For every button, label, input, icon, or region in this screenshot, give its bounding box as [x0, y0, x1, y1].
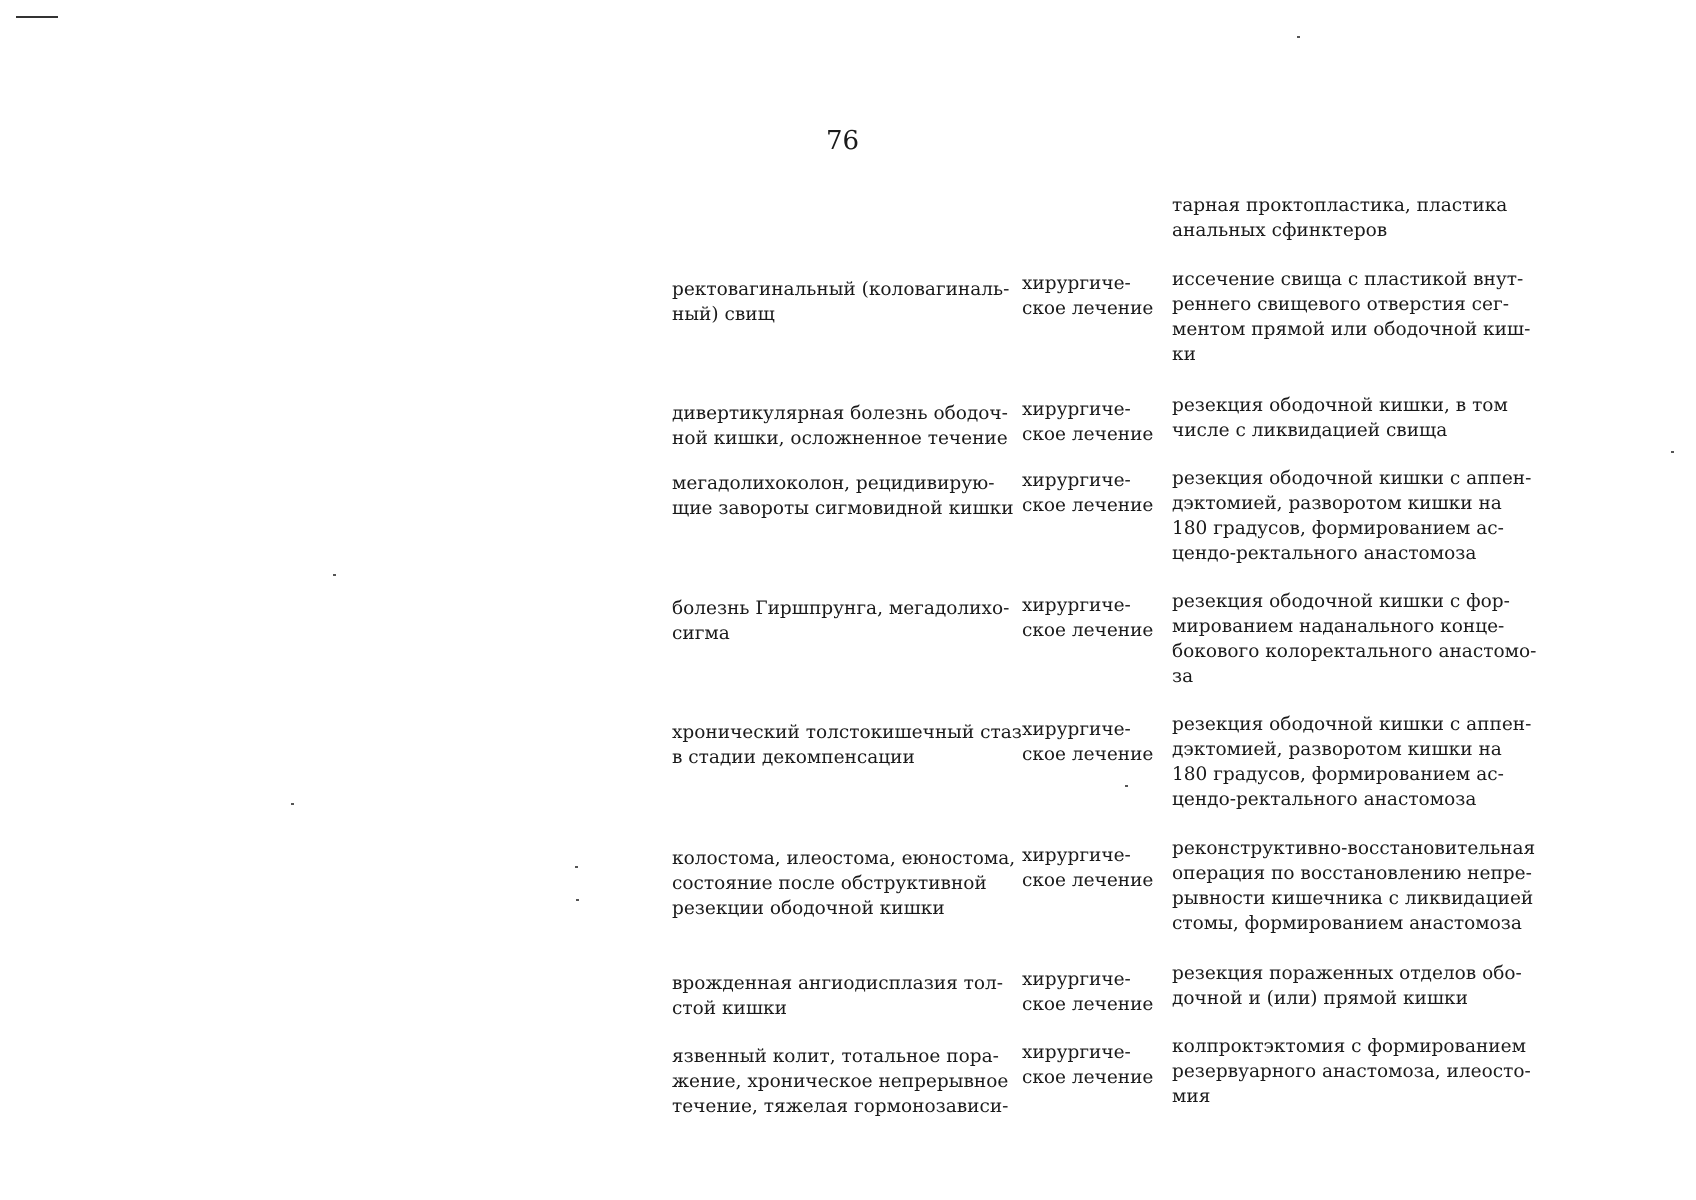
text-line: ское лечение — [1022, 744, 1154, 765]
text-line: колостома, илеостома, еюностома, — [672, 848, 1016, 869]
text-line: цендо-ректального анастомоза — [1172, 543, 1477, 564]
text-line: жение, хроническое непрерывное — [672, 1071, 1009, 1092]
text-line: цендо-ректального анастомоза — [1172, 789, 1477, 810]
text-line: 180 градусов, формированием ас- — [1172, 518, 1504, 539]
text-line: стомы, формированием анастомоза — [1172, 913, 1522, 934]
condition-cell — [672, 471, 1014, 521]
text-line: хирургиче- — [1022, 1042, 1131, 1063]
treatment-cell — [1022, 1040, 1153, 1090]
continuation-text — [1172, 193, 1507, 243]
text-line: хронический толстокишечный стаз — [672, 722, 1022, 743]
text-line: бокового колоректального анастомо- — [1172, 641, 1537, 662]
text-line: язвенный колит, тотальное пора- — [672, 1046, 999, 1067]
treatment-cell — [1022, 593, 1153, 643]
method-cell — [1172, 836, 1535, 936]
text-line: хирургиче- — [1022, 845, 1131, 866]
text-line: в стадии декомпенсации — [672, 747, 915, 768]
text-line: за — [1172, 666, 1194, 687]
text-line: ское лечение — [1022, 1067, 1154, 1088]
condition-cell — [672, 401, 1008, 451]
scan-speck — [333, 574, 336, 576]
text-line: сигма — [672, 623, 730, 644]
text-line: хирургиче- — [1022, 595, 1131, 616]
text-line: хирургиче- — [1022, 399, 1131, 420]
text-line: ское лечение — [1022, 994, 1154, 1015]
text-line: мегадолихоколон, рецидивирую- — [672, 473, 995, 494]
text-line: дэктомией, разворотом кишки на — [1172, 739, 1502, 760]
text-line: анальных сфинктеров — [1172, 220, 1388, 241]
text-line: ское лечение — [1022, 870, 1154, 891]
text-line: резервуарного анастомоза, илеосто- — [1172, 1061, 1531, 1082]
text-line: течение, тяжелая гормонозависи- — [672, 1096, 1009, 1117]
text-line: ское лечение — [1022, 495, 1154, 516]
treatment-cell — [1022, 717, 1153, 767]
text-line: состояние после обструктивной — [672, 873, 987, 894]
text-line: ское лечение — [1022, 620, 1154, 641]
text-line: иссечение свища с пластикой внут- — [1172, 269, 1524, 290]
method-cell — [1172, 1034, 1531, 1109]
text-line: хирургиче- — [1022, 719, 1131, 740]
scan-speck — [291, 803, 294, 805]
text-line: хирургиче- — [1022, 969, 1131, 990]
treatment-cell — [1022, 271, 1153, 321]
scan-speck — [1125, 785, 1128, 787]
text-line: дэктомией, разворотом кишки на — [1172, 493, 1502, 514]
text-line: 180 градусов, формированием ас- — [1172, 764, 1504, 785]
scan-speck — [1671, 451, 1674, 453]
text-line: операция по восстановлению непре- — [1172, 863, 1532, 884]
text-line: реконструктивно-восстановительная — [1172, 838, 1536, 859]
condition-cell — [672, 596, 1009, 646]
text-line: хирургиче- — [1022, 273, 1131, 294]
treatment-cell — [1022, 843, 1153, 893]
text-line: рывности кишечника с ликвидацией — [1172, 888, 1534, 909]
condition-cell — [672, 720, 1022, 770]
text-line: тарная проктопластика, пластика — [1172, 195, 1508, 216]
text-line: стой кишки — [672, 998, 787, 1019]
scan-speck — [575, 866, 578, 868]
method-cell — [1172, 267, 1530, 367]
page-number: 76 — [826, 126, 860, 156]
text-line: резекция ободочной кишки с фор- — [1172, 591, 1510, 612]
method-cell — [1172, 589, 1536, 689]
text-line: ки — [1172, 344, 1196, 365]
method-cell — [1172, 961, 1522, 1011]
text-line: дивертикулярная болезнь ободоч- — [672, 403, 1008, 424]
method-cell — [1172, 712, 1531, 812]
treatment-cell — [1022, 468, 1153, 518]
text-line: ный) свищ — [672, 304, 775, 325]
text-line: мия — [1172, 1086, 1211, 1107]
text-line: мированием наданального конце- — [1172, 616, 1505, 637]
scan-speck — [576, 899, 579, 901]
text-line: врожденная ангиодисплазия тол- — [672, 973, 1004, 994]
text-line: колпроктэктомия с формированием — [1172, 1036, 1526, 1057]
text-line: резекция ободочной кишки с аппен- — [1172, 714, 1532, 735]
text-line: ское лечение — [1022, 424, 1154, 445]
method-cell — [1172, 393, 1508, 443]
text-line: ментом прямой или ободочной киш- — [1172, 319, 1531, 340]
text-line: болезнь Гиршпрунга, мегадолихо- — [672, 598, 1010, 619]
scan-speck — [1297, 36, 1300, 38]
text-line: числе с ликвидацией свища — [1172, 420, 1448, 441]
method-cell — [1172, 466, 1531, 566]
text-line: резекция пораженных отделов обо- — [1172, 963, 1522, 984]
condition-cell — [672, 277, 1009, 327]
text-line: ректовагинальный (коловагиналь- — [672, 279, 1010, 300]
treatment-cell — [1022, 967, 1153, 1017]
text-line: реннего свищевого отверстия сег- — [1172, 294, 1509, 315]
treatment-cell — [1022, 397, 1153, 447]
text-line: хирургиче- — [1022, 470, 1131, 491]
text-line: ское лечение — [1022, 298, 1154, 319]
condition-cell — [672, 1044, 1008, 1119]
text-line: дочной и (или) прямой кишки — [1172, 988, 1468, 1009]
text-line: щие завороты сигмовидной кишки — [672, 498, 1014, 519]
text-line: резекция ободочной кишки, в том — [1172, 395, 1508, 416]
text-line: резекция ободочной кишки с аппен- — [1172, 468, 1532, 489]
text-line: ной кишки, осложненное течение — [672, 428, 1008, 449]
corner-scan-mark — [16, 16, 58, 18]
condition-cell — [672, 846, 1015, 921]
condition-cell — [672, 971, 1003, 1021]
text-line: резекции ободочной кишки — [672, 898, 945, 919]
